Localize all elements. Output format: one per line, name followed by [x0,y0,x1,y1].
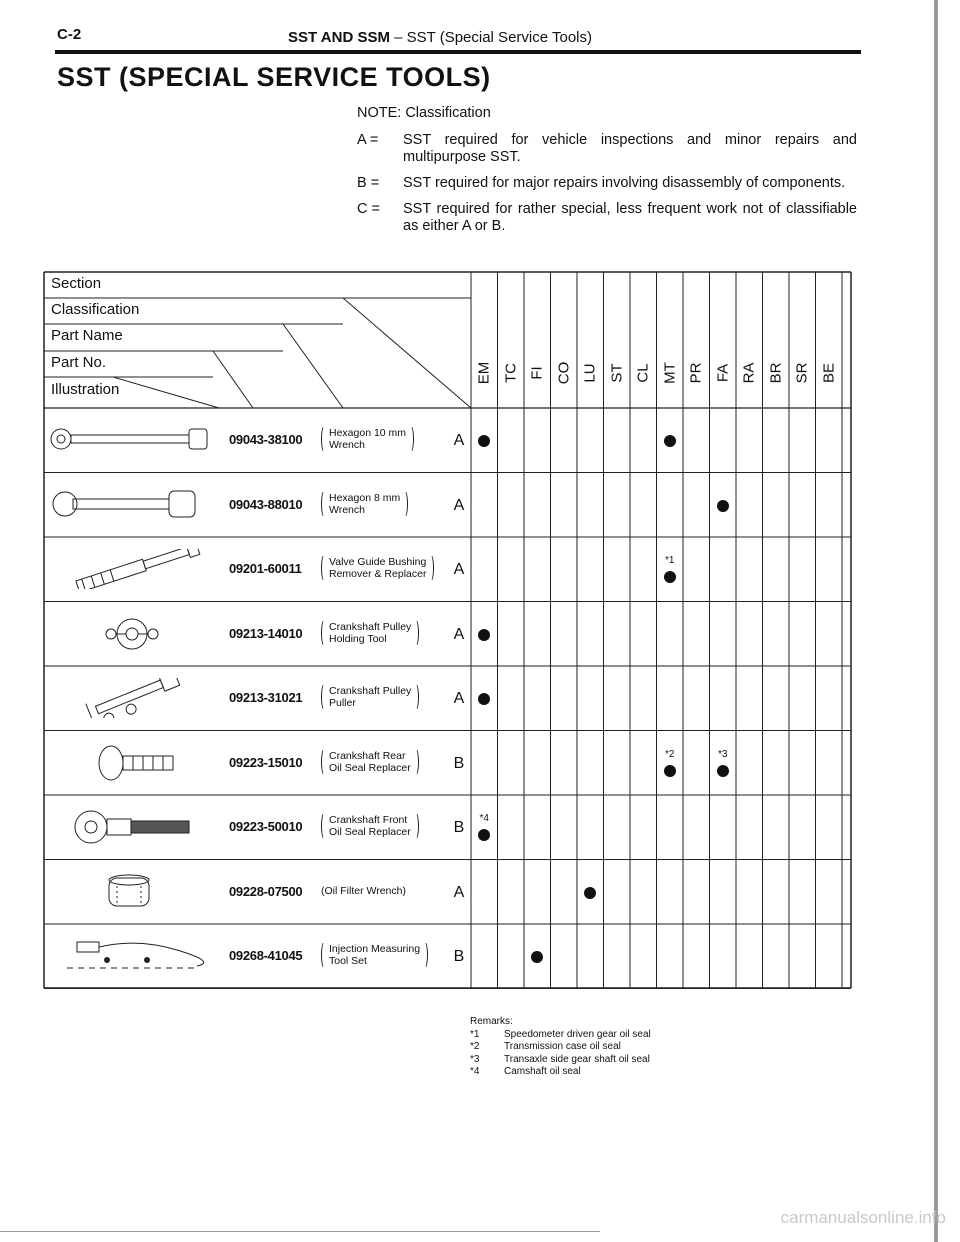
remark-key: *1 [470,1028,480,1040]
section-column-mt [658,343,682,403]
note-item [357,175,857,192]
remark-text: Speedometer driven gear oil seal [504,1028,651,1040]
tool-row [43,473,852,538]
part-name-text: Crankshaft Pulley Puller [321,685,419,709]
section-column-label: TC [502,363,519,383]
note-title: NOTE: Classification [357,105,491,121]
remarks [470,1016,651,1079]
section-column-label: EM [475,361,493,385]
section-column-br [764,343,788,403]
part-name-text: Injection Measuring Tool Set [321,943,428,967]
classification: B [453,754,465,772]
header-label-part-no: Part No. [51,354,107,371]
part-name [321,556,445,580]
applicability-dot [478,435,490,447]
page-title: SST (SPECIAL SERVICE TOOLS) [57,62,491,92]
applicability-dot [531,951,543,963]
header-label-section: Section [51,275,102,292]
part-name-text: Hexagon 10 mm Wrench [321,427,414,451]
part-name-text: Crankshaft Front Oil Seal Replacer [321,814,419,838]
part-name [321,492,445,516]
section-column-label: PR [687,362,705,384]
part-name [321,621,445,645]
tool-row [43,408,852,473]
note-key: C = [357,201,380,217]
section-column-st [605,343,629,403]
header-rule [55,50,861,54]
header-label-illustration: Illustration [51,381,120,398]
page-code: C-2 [57,26,82,43]
remark-key: *4 [470,1066,480,1077]
part-number: 09201-60011 [229,561,302,576]
tool-row [43,860,852,925]
classification-note [357,105,857,244]
applicability-dot [478,629,490,641]
remark-reference: *1 [665,555,675,566]
section-column-cl [631,343,655,403]
section-column-tc [499,343,523,403]
running-header-bold: SST AND SSM [288,29,390,46]
tool-row [43,537,852,602]
section-column-label: CL [634,363,652,383]
footer-rule [0,1231,600,1232]
tool-row [43,795,852,860]
part-number: 09228-07500 [229,883,303,899]
note-text: SST required for vehicle inspections and minor repairs and multipurpose SST. [403,132,857,165]
classification: A [453,625,465,643]
tool-row [43,731,852,796]
section-column-be [817,343,841,403]
section-column-sr [790,343,814,403]
section-column-label: LU [581,363,599,383]
remark-item [470,1054,651,1067]
section-column-fa [711,343,735,403]
section-column-label: SR [793,362,811,384]
classification: A [453,883,465,901]
section-column-label: MT [661,362,678,384]
part-number: 09268-41045 [229,948,303,963]
tool-row [43,602,852,667]
applicability-dot [664,571,676,583]
part-name-text: Crankshaft Rear Oil Seal Replacer [321,750,419,774]
section-column-label: CO [555,361,572,385]
remark-item [470,1066,651,1079]
running-header [288,29,592,46]
part-name [321,885,445,897]
applicability-dot [717,765,729,777]
section-column-label: RA [740,362,758,384]
header-label-classification: Classification [51,301,140,318]
tool-row [43,924,852,989]
remark-item [470,1029,651,1042]
remark-text: Transaxle side gear shaft oil seal [504,1053,650,1065]
note-key: B = [357,175,380,191]
running-header-rest: – SST (Special Service Tools) [389,29,592,46]
part-name-text: (Oil Filter Wrench) [321,884,406,897]
watermark: carmanualsonline.info [780,1208,946,1227]
applicability-dot [717,500,729,512]
section-column-lu [578,343,602,403]
remark-reference: *2 [665,748,675,760]
section-column-em [472,343,496,403]
remark-key: *2 [470,1041,480,1052]
applicability-dot [664,765,676,777]
part-name-text: Valve Guide Bushing Remover & Replacer [321,556,434,580]
part-name-text: Hexagon 8 mm Wrench [321,492,408,516]
remark-key: *3 [470,1053,480,1065]
part-name [321,750,445,774]
remark-reference: *3 [718,748,728,760]
remarks-title: Remarks: [470,1016,513,1027]
section-column-pr [684,343,708,403]
sst-table [43,271,852,989]
note-text: SST required for major repairs involving disassembly of components. [403,175,846,191]
part-number: 09223-15010 [229,754,303,770]
note-key: A = [357,132,379,148]
remark-item [470,1041,651,1054]
applicability-dot [478,693,490,705]
section-column-label: BE [820,362,837,384]
classification: A [453,561,465,578]
classification: A [453,432,465,449]
section-column-ra [737,343,761,403]
section-column-label: ST [608,363,625,383]
applicability-dot [584,887,596,899]
part-name [321,685,445,709]
classification: A [453,496,465,514]
section-column-label: FA [714,363,731,383]
classification: B [453,948,465,965]
part-number: 09223-50010 [229,819,303,834]
tool-row [43,666,852,731]
part-name [321,943,445,967]
applicability-dot [664,435,676,447]
remark-text: Camshaft oil seal [504,1066,581,1077]
remark-reference: *4 [479,813,489,824]
section-column-label: FI [528,366,546,380]
part-name [321,814,445,838]
applicability-dot [478,829,490,841]
note-item [357,201,857,235]
remark-text: Transmission case oil seal [504,1041,621,1052]
page-edge-mark [934,0,938,1242]
classification: A [453,690,465,707]
part-number: 09043-38100 [229,432,303,447]
section-column-co [552,343,576,403]
part-name-text: Crankshaft Pulley Holding Tool [321,621,419,645]
section-column-label: BR [767,362,784,384]
section-column-fi [525,343,549,403]
classification: B [453,819,465,836]
note-text: SST required for rather special, less frequent work not of classifiable as either A or B. [403,201,857,234]
note-item [357,132,857,166]
part-number: 09043-88010 [229,496,303,512]
part-number: 09213-31021 [229,690,303,705]
part-name [321,427,445,451]
part-number: 09213-14010 [229,625,303,641]
header-label-part-name: Part Name [51,327,123,344]
